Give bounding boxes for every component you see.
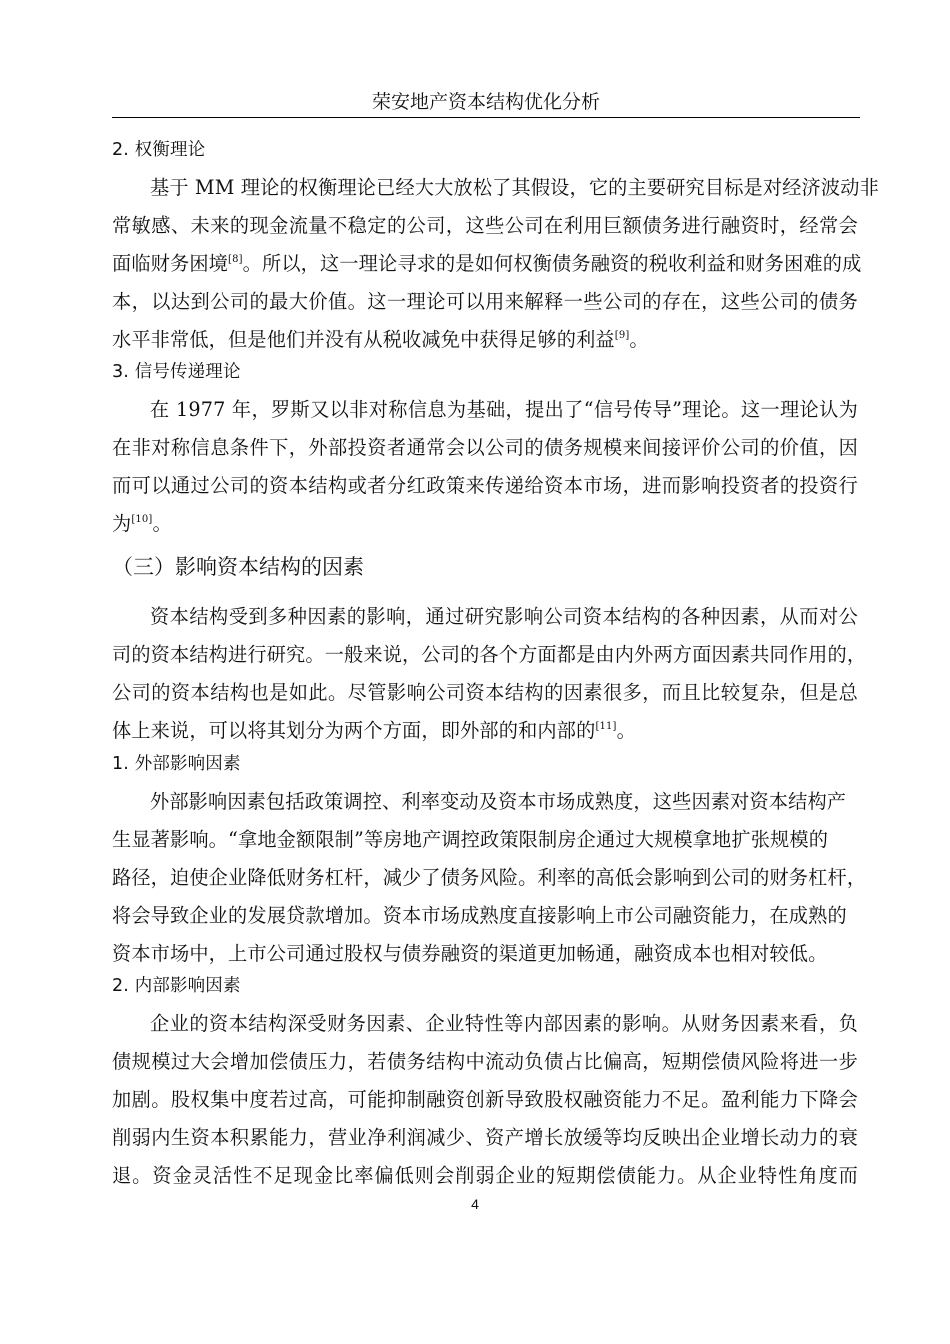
citation-ref: [8] bbox=[228, 254, 243, 265]
section-heading-trade-off: 2. 权衡理论 bbox=[112, 140, 206, 160]
paragraph-line: 外部影响因素包括政策调控、利率变动及资本市场成熟度，这些因素对资本结构产 bbox=[150, 790, 847, 813]
paragraph-line: 公司的资本结构也是如此。尽管影响公司资本结构的因素很多，而且比较复杂，但是总 bbox=[112, 681, 858, 704]
paragraph-line: 加剧。股权集中度若过高，可能抑制融资创新导致股权融资能力不足。盈利能力下降会 bbox=[112, 1088, 858, 1111]
paragraph-line: 本，以达到公司的最大价值。这一理论可以用来解释一些公司的存在，这些公司的债务 bbox=[112, 290, 858, 313]
paragraph-line: 体上来说，可以将其划分为两个方面，即外部的和内部的[11]。 bbox=[112, 719, 636, 742]
paragraph-line: 基于 MM 理论的权衡理论已经大大放松了其假设，它的主要研究目标是对经济波动非 bbox=[150, 176, 879, 199]
paragraph-line: 债规模过大会增加偿债压力，若债务结构中流动负债占比偏高，短期偿债风险将进一步 bbox=[112, 1050, 858, 1073]
paragraph-line: 面临财务困境[8]。所以，这一理论寻求的是如何权衡债务融资的税收利益和财务困难的成 bbox=[112, 252, 862, 275]
citation-ref: [9] bbox=[614, 330, 630, 341]
paragraph-line: 路径，迫使企业降低财务杠杆，减少了债务风险。利率的高低会影响到公司的财务杠杆， bbox=[112, 866, 867, 889]
chapter-subheading-factors: （三）影响资本结构的因素 bbox=[112, 555, 364, 579]
running-header: 荣安地产资本结构优化分析 bbox=[371, 91, 600, 113]
paragraph-line: 资本市场中，上市公司通过股权与债券融资的渠道更加畅通，融资成本也相对较低。 bbox=[112, 942, 828, 965]
section-heading-internal-factors: 2. 内部影响因素 bbox=[112, 976, 241, 996]
paragraph-line: 削弱内生资本积累能力，营业净利润减少、资产增长放缓等均反映出企业增长动力的衰 bbox=[112, 1126, 858, 1149]
section-heading-signaling: 3. 信号传递理论 bbox=[112, 362, 241, 382]
paragraph-line: 为[10]。 bbox=[112, 512, 172, 535]
page-number: 4 bbox=[471, 1196, 479, 1212]
paragraph-line: 生显著影响。“拿地金额限制”等房地产调控政策限制房企通过大规模拿地扩张规模的 bbox=[112, 828, 829, 851]
paragraph-line: 而可以通过公司的资本结构或者分红政策来传递给资本市场，进而影响投资者的投资行 bbox=[112, 474, 858, 497]
section-heading-external-factors: 1. 外部影响因素 bbox=[112, 754, 241, 774]
paragraph-line: 资本结构受到多种因素的影响，通过研究影响公司资本结构的各种因素，从而对公 bbox=[150, 605, 858, 628]
paragraph-line: 司的资本结构进行研究。一般来说，公司的各个方面都是由内外两方面因素共同作用的， bbox=[112, 643, 867, 666]
paragraph-line: 在 1977 年，罗斯又以非对称信息为基础，提出了“信号传导”理论。这一理论认为 bbox=[150, 398, 858, 421]
header-rule bbox=[112, 117, 860, 118]
paragraph-line: 将会导致企业的发展贷款增加。资本市场成熟度直接影响上市公司融资能力，在成熟的 bbox=[112, 904, 847, 927]
paragraph-line: 常敏感、未来的现金流量不稳定的公司，这些公司在利用巨额债务进行融资时，经常会 bbox=[112, 214, 858, 237]
citation-ref: [11] bbox=[595, 721, 617, 732]
citation-ref: [10] bbox=[131, 514, 153, 525]
paragraph-line: 水平非常低，但是他们并没有从税收减免中获得足够的利益[9]。 bbox=[112, 328, 649, 351]
paragraph-line: 退。资金灵活性不足现金比率偏低则会削弱企业的短期偿债能力。从企业特性角度而 bbox=[112, 1164, 858, 1187]
paragraph-line: 企业的资本结构深受财务因素、企业特性等内部因素的影响。从财务因素来看，负 bbox=[150, 1012, 858, 1035]
paragraph-line: 在非对称信息条件下，外部投资者通常会以公司的债务规模来间接评价公司的价值，因 bbox=[112, 436, 858, 459]
